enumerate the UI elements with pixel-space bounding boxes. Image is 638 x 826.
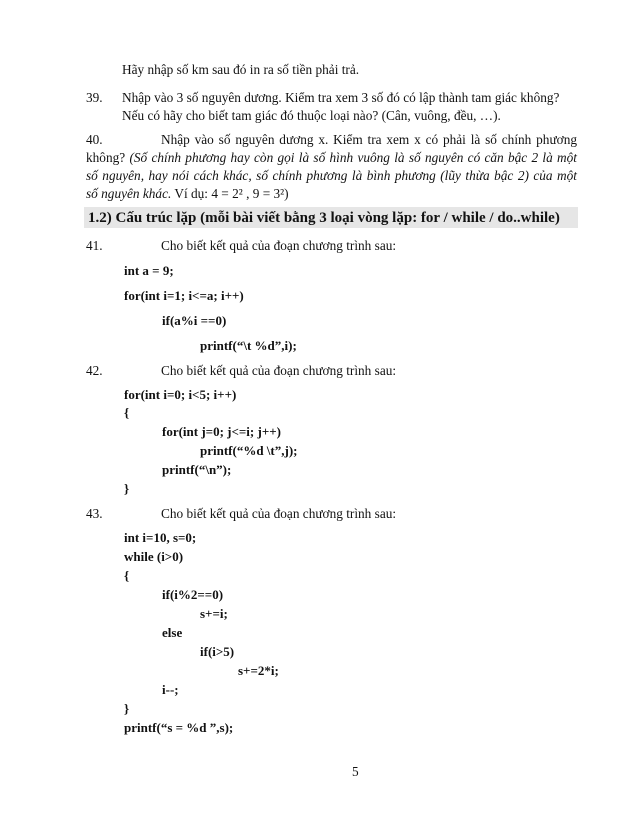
code-line: } [124, 701, 130, 716]
italic-text-span: (Số chính phương hay còn gọi là số hình vuông là số nguyên có căn bậc 2 là một [129, 150, 577, 165]
section-heading: 1.2) Cấu trúc lặp (mỗi bài viết bằng 3 loại vòng lặp: for / while / do..while) [88, 210, 560, 226]
italic-text-span: số nguyên khác. [86, 186, 172, 201]
code-line: s+=2*i; [238, 663, 279, 678]
code-line: while (i>0) [124, 549, 184, 564]
question-number: 40. [86, 132, 103, 147]
code-line: int a = 9; [124, 263, 174, 278]
question-number: 43. [86, 506, 103, 521]
code-line: } [124, 481, 130, 496]
question-40-line-2 [86, 150, 577, 166]
text-span: không? [86, 150, 126, 165]
question-39-line-2: Nếu có hãy cho biết tam giác đó thuộc loại nào? (Cân, vuông, đều, …). [122, 108, 501, 123]
question-40-line-3: số nguyên, hay nói cách khác, số chính phương là bình phương (lũy thừa bậc 2) của một [86, 168, 577, 183]
question-number: 41. [86, 238, 103, 253]
code-line: if(i>5) [200, 644, 235, 659]
code-line: if(a%i ==0) [162, 313, 227, 328]
question-prompt: Cho biết kết quả của đoạn chương trình sau: [161, 238, 397, 253]
code-line: printf(“\n”); [162, 462, 232, 477]
code-line: for(int i=1; i<=a; i++) [124, 288, 244, 303]
question-number: 42. [86, 363, 103, 378]
text-span: Ví dụ: 4 = 2² , 9 = 3²) [174, 186, 289, 201]
text-line: Hãy nhập số km sau đó in ra số tiền phải trả. [122, 62, 360, 77]
question-prompt: Cho biết kết quả của đoạn chương trình sau: [161, 506, 397, 521]
question-40-line-4 [86, 186, 289, 202]
question-number: 39. [86, 90, 103, 105]
code-line: i--; [162, 682, 179, 697]
question-40-line-1: Nhập vào số nguyên dương x. Kiểm tra xem x có phải là số chính phương [161, 132, 577, 147]
code-line: else [162, 625, 183, 640]
code-line: printf(“%d \t”,j); [200, 443, 298, 458]
code-line: { [124, 405, 130, 420]
code-line: printf(“s = %d ”,s); [124, 720, 234, 735]
code-line: { [124, 568, 130, 583]
question-prompt: Cho biết kết quả của đoạn chương trình sau: [161, 363, 397, 378]
code-line: int i=10, s=0; [124, 530, 197, 545]
code-line: for(int j=0; j<=i; j++) [162, 424, 281, 439]
code-line: for(int i=0; i<5; i++) [124, 387, 237, 402]
page-number: 5 [352, 764, 359, 779]
question-39-line-1: Nhập vào 3 số nguyên dương. Kiểm tra xem 3 số đó có lập thành tam giác không? [122, 90, 560, 105]
code-line: if(i%2==0) [162, 587, 224, 602]
code-line: s+=i; [200, 606, 228, 621]
code-line: printf(“\t %d”,i); [200, 338, 297, 353]
